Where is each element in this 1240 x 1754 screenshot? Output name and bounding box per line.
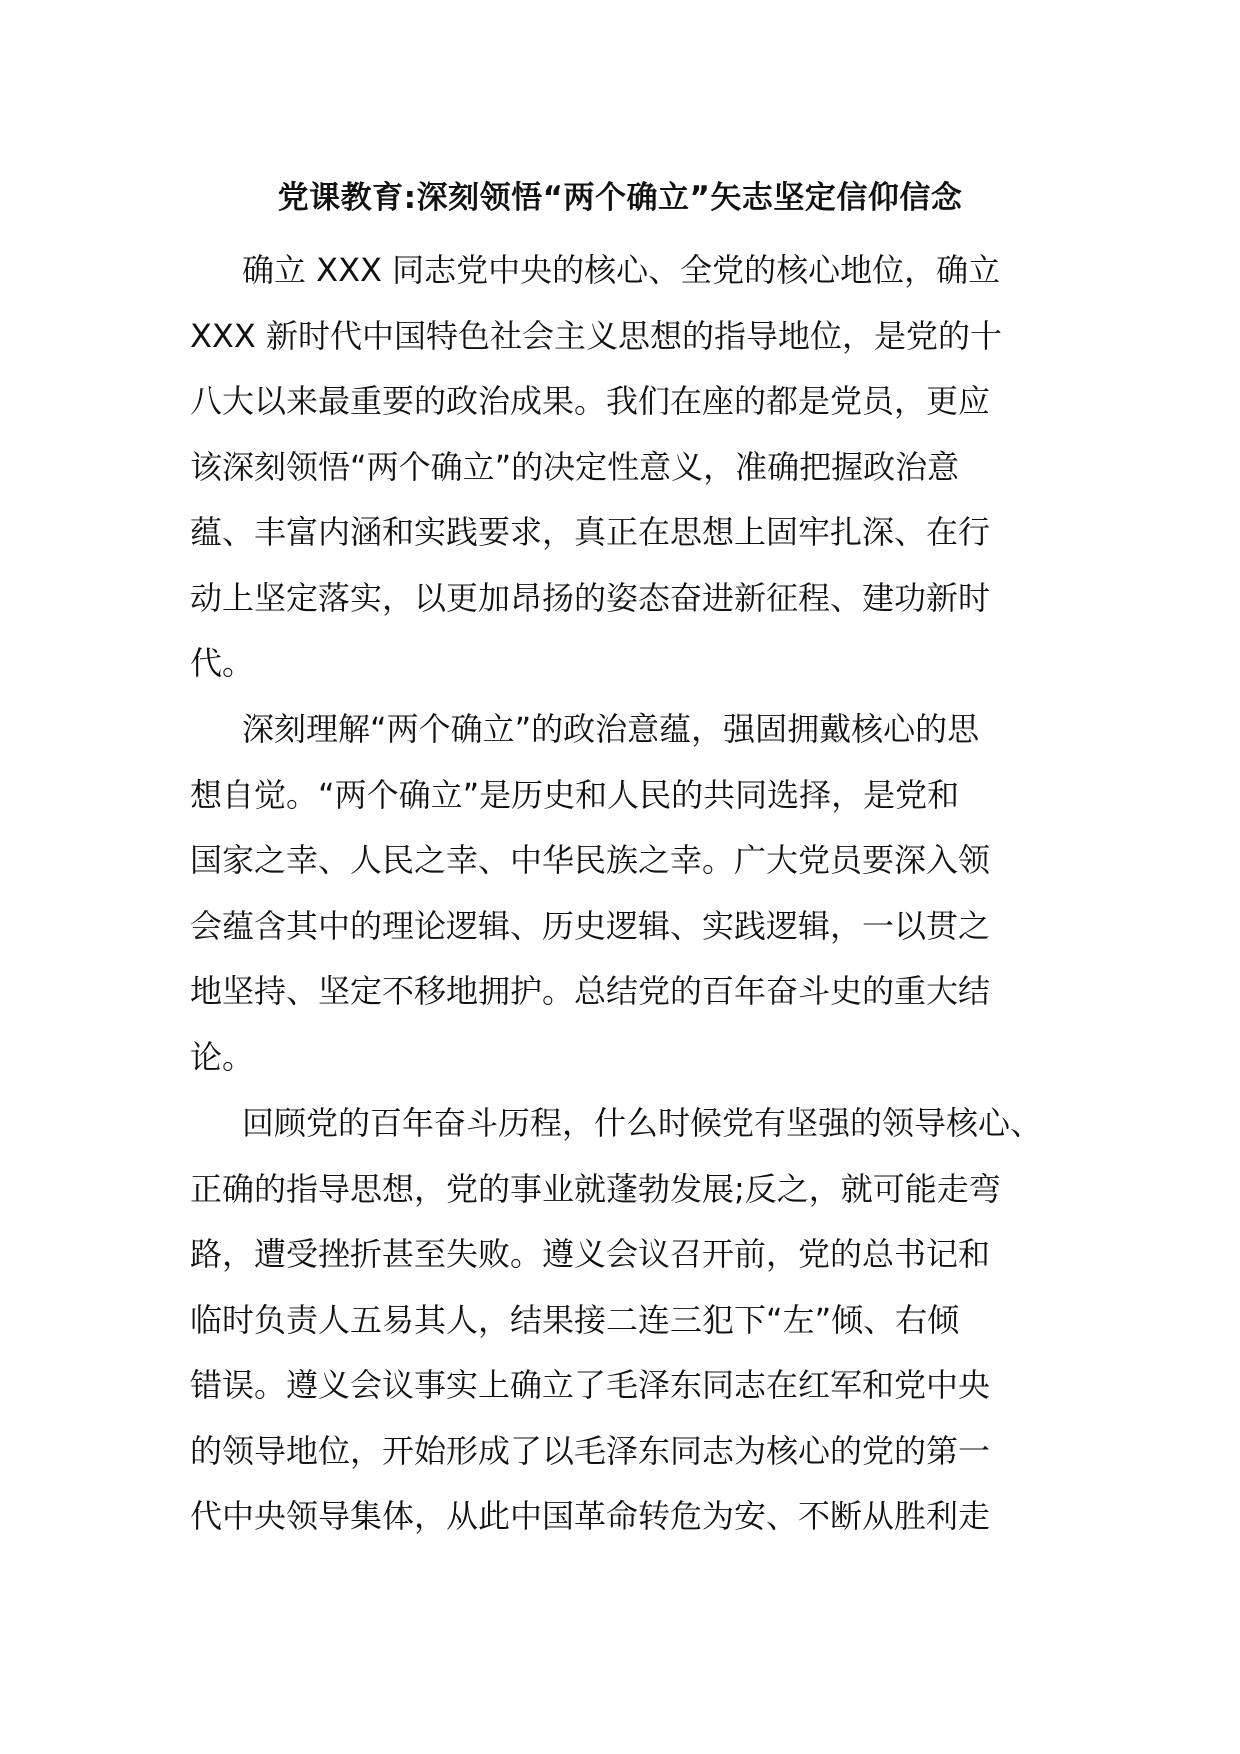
- paragraph-3: [190, 1091, 1050, 1550]
- document-title: 党课教育:深刻领悟“两个确立”矢志坚定信仰信念: [277, 180, 963, 216]
- text-line: 地坚持、坚定不移地拥护。总结党的百年奋斗史的重大结: [190, 972, 991, 1010]
- text-line: 临时负责人五易其人，结果接二连三犯下“左”倾、右倾: [190, 1300, 960, 1339]
- text-line: 确立 XXX 同志党中央的核心、全党的核心地位，确立: [242, 251, 1001, 289]
- text-line: XXX 新时代中国特色社会主义思想的指导地位，是党的十: [190, 316, 1002, 355]
- text-line: 错误。遵义会议事实上确立了毛泽东同志在红军和党中央: [190, 1366, 991, 1404]
- text-line: 代。: [190, 644, 255, 682]
- text-line: 正确的指导思想，党的事业就蓬勃发展;反之，就可能走弯: [190, 1169, 1001, 1208]
- text-line: 该深刻领悟“两个确立”的决定性意义，准确把握政治意: [190, 447, 960, 486]
- text-line: 论。: [190, 1037, 255, 1076]
- text-line: 路，遭受挫折甚至失败。遵义会议召开前，党的总书记和: [190, 1235, 991, 1273]
- text-line: 蕴、丰富内涵和实践要求，真正在思想上固牢扎深、在行: [190, 513, 991, 551]
- text-line: 国家之幸、人民之幸、中华民族之幸。广大党员要深入领: [190, 841, 991, 879]
- text-line: 深刻理解“两个确立”的政治意蕴，强固拥戴核心的思: [242, 710, 980, 748]
- text-line: 代中央领导集体，从此中国革命转危为安、不断从胜利走: [190, 1497, 991, 1535]
- text-line: 想自觉。“两个确立”是历史和人民的共同选择，是党和: [190, 775, 960, 814]
- text-line: 动上坚定落实，以更加昂扬的姿态奋进新征程、建功新时: [190, 578, 991, 617]
- text-line: 回顾党的百年奋斗历程，什么时候党有坚强的领导核心、: [242, 1104, 1043, 1142]
- text-line: 会蕴含其中的理论逻辑、历史逻辑、实践逻辑，一以贯之: [190, 906, 991, 945]
- text-line: 的领导地位，开始形成了以毛泽东同志为核心的党的第一: [190, 1431, 991, 1470]
- paragraph-2: [190, 697, 1050, 1090]
- text-line: 八大以来最重要的政治成果。我们在座的都是党员，更应: [190, 382, 991, 420]
- paragraph-1: [190, 238, 1050, 697]
